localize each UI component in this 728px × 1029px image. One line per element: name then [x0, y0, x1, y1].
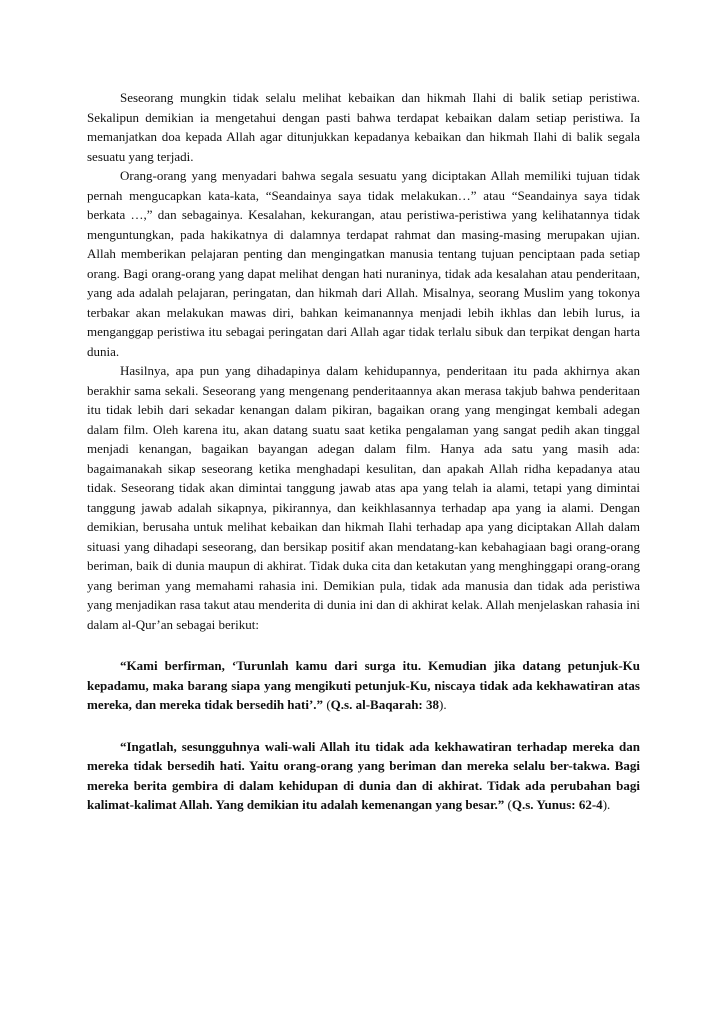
- quote-al-baqarah: [87, 656, 640, 715]
- spacer: [87, 634, 640, 656]
- quote-source: Q.s. Yunus: 62-4: [511, 797, 603, 812]
- quote-paren-open: (: [507, 797, 512, 812]
- spacer: [87, 715, 640, 737]
- quote-paren-close: ).: [439, 697, 447, 712]
- quote-yunus: [87, 737, 640, 815]
- paragraph-1: Seseorang mungkin tidak selalu melihat kebaikan dan hikmah Ilahi di balik setiap peristiwa. Sekalipun demikian ia mengetahui dengan pasti bahwa terdapat kebaikan dalam setiap peristiwa. Ia memanjatkan doa kepada Allah agar ditunjukkan kepadanya kebaikan dan hikmah Ilahi di balik segala sesuatu yang terjadi.: [87, 90, 640, 164]
- quote-paren-close: ).: [602, 797, 611, 812]
- paragraph-2: Orang-orang yang menyadari bahwa segala sesuatu yang diciptakan Allah memiliki tujuan tidak pernah mengucapkan kata-kata, “Seandainya saya tidak melakukan…” atau “Seandainya saya tidak berkata …,” dan sebagainya. Kesalahan, kekurangan, atau peristiwa-peristiwa yang kelihatannya tidak menguntungkan, pada hakikatnya di dalamnya terdapat rahmat dan masing-masing merupakan ujian. Allah memberikan pelajaran penting dan mengingatkan manusia tentang tujuan penciptaan pada setiap orang. Bagi orang-orang yang dapat melihat dengan hati nuraninya, tidak ada kesalahan atau penderitaan, yang ada adalah pelajaran, peringatan, dan hikmah dari Allah. Misalnya, seorang Muslim yang tokonya terbakar akan melakukan mawas diri, bahkan keimanannya menjadi lebih ikhlas dan lebih lurus, ia menganggap peristiwa itu sebagai peringatan dari Allah agar tidak terlalu sibuk dan terpikat dengan harta dunia.: [87, 168, 640, 359]
- quote-paren-open: (: [326, 697, 331, 712]
- quote-source: Q.s. al-Baqarah: 38: [330, 697, 439, 712]
- quote-text: “Ingatlah, sesungguhnya wali-wali Allah itu tidak ada kekhawatiran terhadap mereka dan mereka tidak bersedih hati. Yaitu orang-orang yang beriman dan mereka selalu ber-takwa. Bagi mereka berita gembira di dalam kehidupan di dunia dan di akhirat. Tidak ada perubahan bagi kalimat-kalimat Allah. Yang demikian itu adalah kemenangan yang besar.”: [87, 738, 640, 812]
- quote-text: “Kami berfirman, ‘Turunlah kamu dari surga itu. Kemudian jika datang petunjuk-Ku kepadamu, maka barang siapa yang mengikuti petunjuk-Ku, niscaya tidak ada kekhawatiran atas mereka, dan mereka tidak bersedih hati’.”: [87, 658, 640, 712]
- paragraph-3: Hasilnya, apa pun yang dihadapinya dalam kehidupannya, penderitaan itu pada akhirnya akan berakhir sama sekali. Seseorang yang mengenang penderitaannya akan merasa takjub bahwa penderitaan itu tidak lebih dari sekadar kenangan dalam pikiran, bagaikan orang yang mengingat kembali adegan dalam film. Oleh karena itu, akan datang suatu saat ketika pengalaman yang sangat pedih akan tinggal menjadi kenangan, bagaikan bayangan adegan dalam film. Hanya ada satu yang masih ada: bagaimanakah sikap seseorang ketika menghadapi kesulitan, dan apakah Allah ridha kepadanya atau tidak. Seseorang tidak akan dimintai tanggung jawab atas apa yang telah ia alami, tetapi yang dimintai tanggung jawab adalah sikapnya, pikirannya, dan keikhlasannya terhadap apa yang ia alami. Dengan demikian, berusaha untuk melihat kebaikan dan hikmah Ilahi terhadap apa yang diciptakan Allah dalam situasi yang dihadapi seseorang, dan bersikap positif akan mendatang-kan kebahagiaan bagi orang-orang beriman, baik di dunia maupun di akhirat. Tidak duka cita dan ketakutan yang menghinggapi orang-orang yang beriman yang memahami rahasia ini. Demikian pula, tidak ada manusia dan tidak ada peristiwa yang menjadikan rasa takut atau menderita di dunia ini dan di akhirat kelak. Allah menjelaskan rahasia ini dalam al-Qur’an sebagai berikut:: [87, 363, 640, 632]
